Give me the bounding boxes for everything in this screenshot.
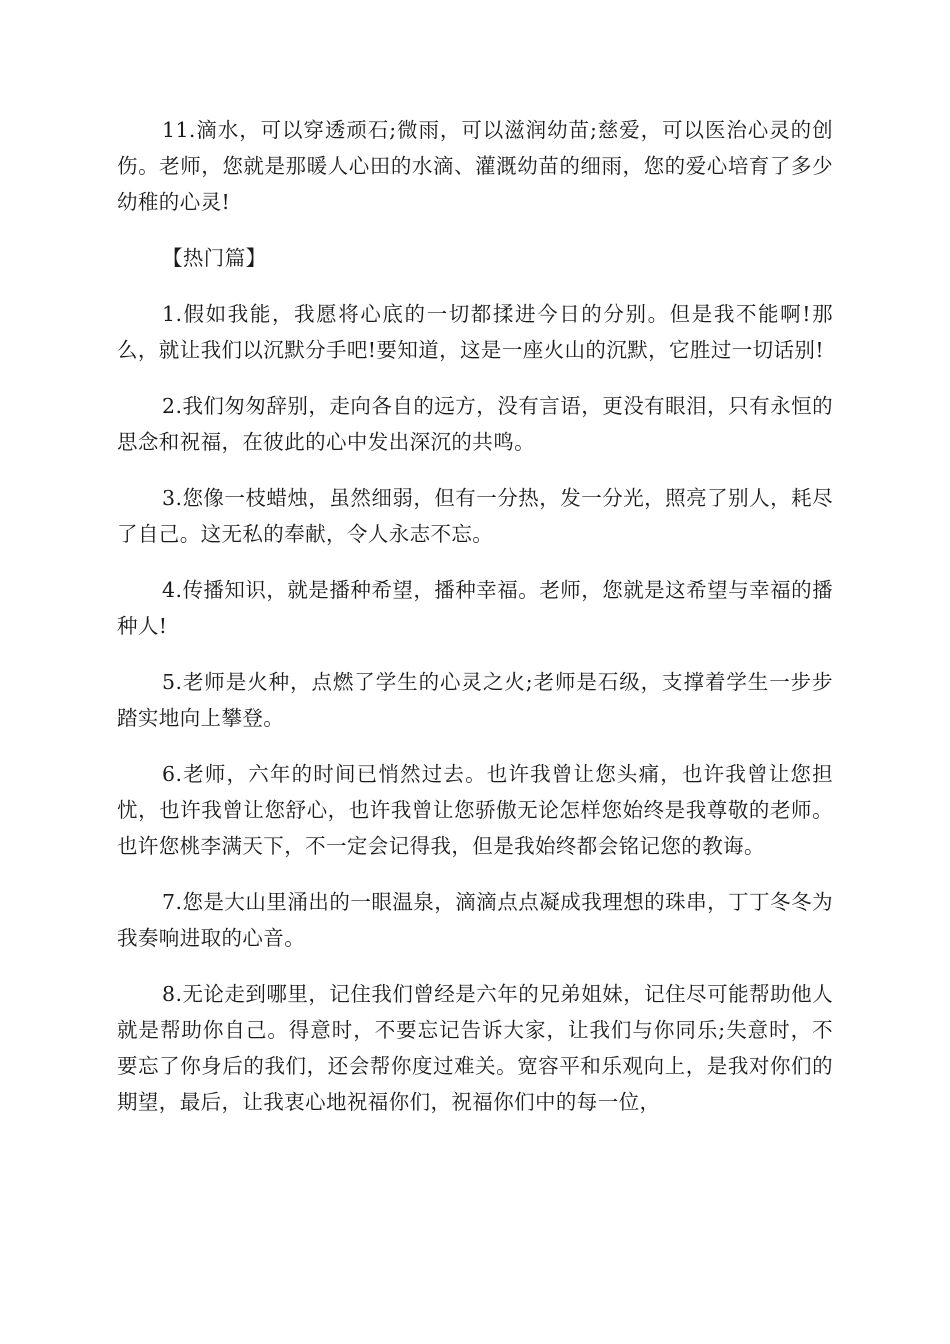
paragraph-11: 11.滴水，可以穿透顽石;微雨，可以滋润幼苗;慈爱，可以医治心灵的创伤。老师，您就是那暖人心田的水滴、灌溉幼苗的细雨，您的爱心培育了多少幼稚的心灵!	[117, 118, 833, 214]
paragraph-6: 6.老师，六年的时间已悄然过去。也许我曾让您头痛，也许我曾让您担忧，也许我曾让您舒心，也许我曾让您骄傲无论怎样您始终是我尊敬的老师。也许您桃李满天下，不一定会记得我，但是我始终都会铭记您的教诲。	[117, 762, 833, 858]
paragraph-5: 5.老师是火种，点燃了学生的心灵之火;老师是石级，支撑着学生一步步踏实地向上攀登。	[117, 670, 833, 730]
document-page	[117, 112, 833, 1140]
paragraph-7: 7.您是大山里涌出的一眼温泉，滴滴点点凝成我理想的珠串，丁丁冬冬为我奏响进取的心音。	[117, 890, 833, 950]
section-heading: 【热门篇】	[162, 246, 267, 270]
paragraph-1: 1.假如我能，我愿将心底的一切都揉进今日的分别。但是我不能啊!那么，就让我们以沉默分手吧!要知道，这是一座火山的沉默，它胜过一切话别!	[117, 302, 833, 362]
paragraph-8: 8.无论走到哪里，记住我们曾经是六年的兄弟姐妹，记住尽可能帮助他人就是帮助你自己。得意时，不要忘记告诉大家，让我们与你同乐;失意时，不要忘了你身后的我们，还会帮你度过难关。宽容平和乐观向上，是我对你们的期望，最后，让我衷心地祝福你们，祝福你们中的每一位，	[117, 982, 833, 1114]
paragraph-3: 3.您像一枝蜡烛，虽然细弱，但有一分热，发一分光，照亮了别人，耗尽了自己。这无私的奉献，令人永志不忘。	[117, 486, 833, 546]
paragraph-4: 4.传播知识，就是播种希望，播种幸福。老师，您就是这希望与幸福的播种人!	[117, 578, 833, 638]
paragraph-2: 2.我们匆匆辞别，走向各自的远方，没有言语，更没有眼泪，只有永恒的思念和祝福，在彼此的心中发出深沉的共鸣。	[117, 394, 833, 454]
